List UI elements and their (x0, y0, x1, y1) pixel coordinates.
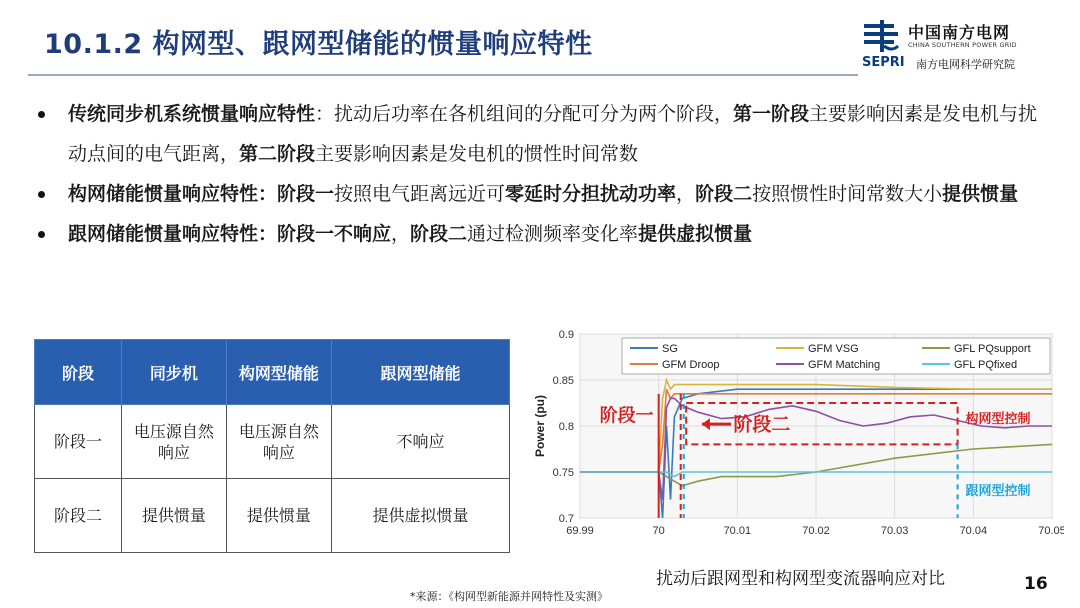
table-header-cell: 阶段 (35, 340, 122, 405)
bullet-text: 按照惯性时间常数大小 (752, 183, 943, 205)
table-row (35, 405, 510, 479)
table-cell: 电压源自然响应 (121, 405, 226, 479)
y-tick-label: 0.7 (558, 513, 574, 525)
y-axis-label: Power (pu) (533, 395, 547, 457)
table-header-cell: 跟网型储能 (331, 340, 509, 405)
gfm-control-label: 构网型控制 (965, 412, 1031, 428)
table-cell: 阶段一 (35, 405, 122, 479)
header-divider (28, 74, 858, 76)
bullet-text: 主要影响因素是发电机的惯性时间常数 (315, 143, 639, 165)
table-cell: 提供惯量 (121, 479, 226, 553)
bullet-dot-icon (38, 111, 45, 118)
logo-english-name: CHINA SOUTHERN POWER GRID (908, 41, 1017, 49)
bullet-list (36, 94, 1046, 254)
table-header-row (35, 340, 510, 405)
source-note: *来源：《构网型新能源并网特性及实测》 (410, 590, 608, 603)
bullet-text: ：扰动后功率在各机组间的分配可分为两个阶段， (315, 103, 734, 125)
legend-label: SG (662, 343, 678, 355)
x-tick-label: 70.05 (1038, 525, 1064, 537)
table-cell: 不响应 (331, 405, 509, 479)
bullet-bold-text: 阶段二 (410, 223, 468, 245)
chart-svg (528, 320, 1064, 552)
x-tick-label: 70.01 (723, 525, 752, 537)
table-cell: 提供虚拟惯量 (331, 479, 509, 553)
bullet-bold-text: 第一阶段 (733, 103, 810, 125)
bullet-dot-icon (38, 191, 45, 198)
stage2-label: 阶段二 (733, 413, 791, 436)
page-title: 10.1.2 构网型、跟网型储能的惯量响应特性 (44, 29, 593, 60)
bullet-bold-text: 提供虚拟惯量 (638, 223, 753, 245)
chart-caption: 扰动后跟网型和构网型变流器响应对比 (656, 569, 945, 589)
table-cell: 提供惯量 (226, 479, 331, 553)
bullet-text: 按照电气距离远近可 (334, 183, 506, 205)
bullet-bold-text: 阶段二 (695, 183, 753, 205)
bullet-bold-text: 第二阶段 (239, 143, 316, 165)
csg-logo-icon (862, 18, 902, 56)
x-tick-label: 70.04 (959, 525, 988, 537)
legend-label: GFL PQsupport (954, 343, 1031, 355)
legend-label: GFM Droop (662, 359, 720, 371)
legend-label: GFM Matching (808, 359, 881, 371)
logo-institute: 南方电网科学研究院 (916, 58, 1015, 71)
company-logo (862, 14, 1062, 74)
table-row (35, 479, 510, 553)
gfl-control-label: 跟网型控制 (965, 484, 1031, 499)
comparison-table (34, 339, 510, 553)
y-tick-label: 0.75 (552, 467, 574, 479)
x-tick-label: 70.02 (802, 525, 830, 537)
bullet-text: 主要影响因素是发电机与扰动点间的电气距离， (68, 103, 1038, 165)
bullet-text: ， (391, 223, 411, 245)
y-tick-label: 0.85 (552, 375, 574, 387)
bullet-bold-text: 构网储能惯量响应特性：阶段一 (68, 183, 335, 205)
power-response-chart (528, 320, 1064, 552)
bullet-item (36, 94, 1046, 174)
bullet-bold-text: 零延时分担扰动功率 (505, 183, 677, 205)
y-tick-label: 0.9 (558, 329, 574, 341)
x-tick-label: 69.99 (566, 525, 594, 537)
bullet-item (36, 214, 1046, 254)
bullet-bold-text: 提供惯量 (942, 183, 1019, 205)
x-tick-label: 70.03 (880, 525, 909, 537)
table-cell: 阶段二 (35, 479, 122, 553)
logo-sepri: SEPRI (862, 55, 905, 70)
table-cell: 电压源自然响应 (226, 405, 331, 479)
table-header-cell: 构网型储能 (226, 340, 331, 405)
bullet-item (36, 174, 1046, 214)
logo-chinese-name: 中国南方电网 (908, 23, 1011, 42)
table-header-cell: 同步机 (121, 340, 226, 405)
x-tick-label: 70 (652, 525, 665, 537)
stage1-label: 阶段一 (599, 405, 654, 427)
legend-label: GFL PQfixed (954, 359, 1018, 371)
bullet-bold-text: 传统同步机系统惯量响应特性 (68, 103, 316, 125)
y-tick-label: 0.8 (558, 421, 574, 433)
legend-label: GFM VSG (808, 343, 859, 355)
bullet-bold-text: 跟网储能惯量响应特性：阶段一不响应 (68, 223, 392, 245)
bullet-text: ， (676, 183, 696, 205)
bullet-text: 通过检测频率变化率 (467, 223, 639, 245)
bullet-dot-icon (38, 231, 45, 238)
page-number: 16 (1024, 574, 1048, 594)
